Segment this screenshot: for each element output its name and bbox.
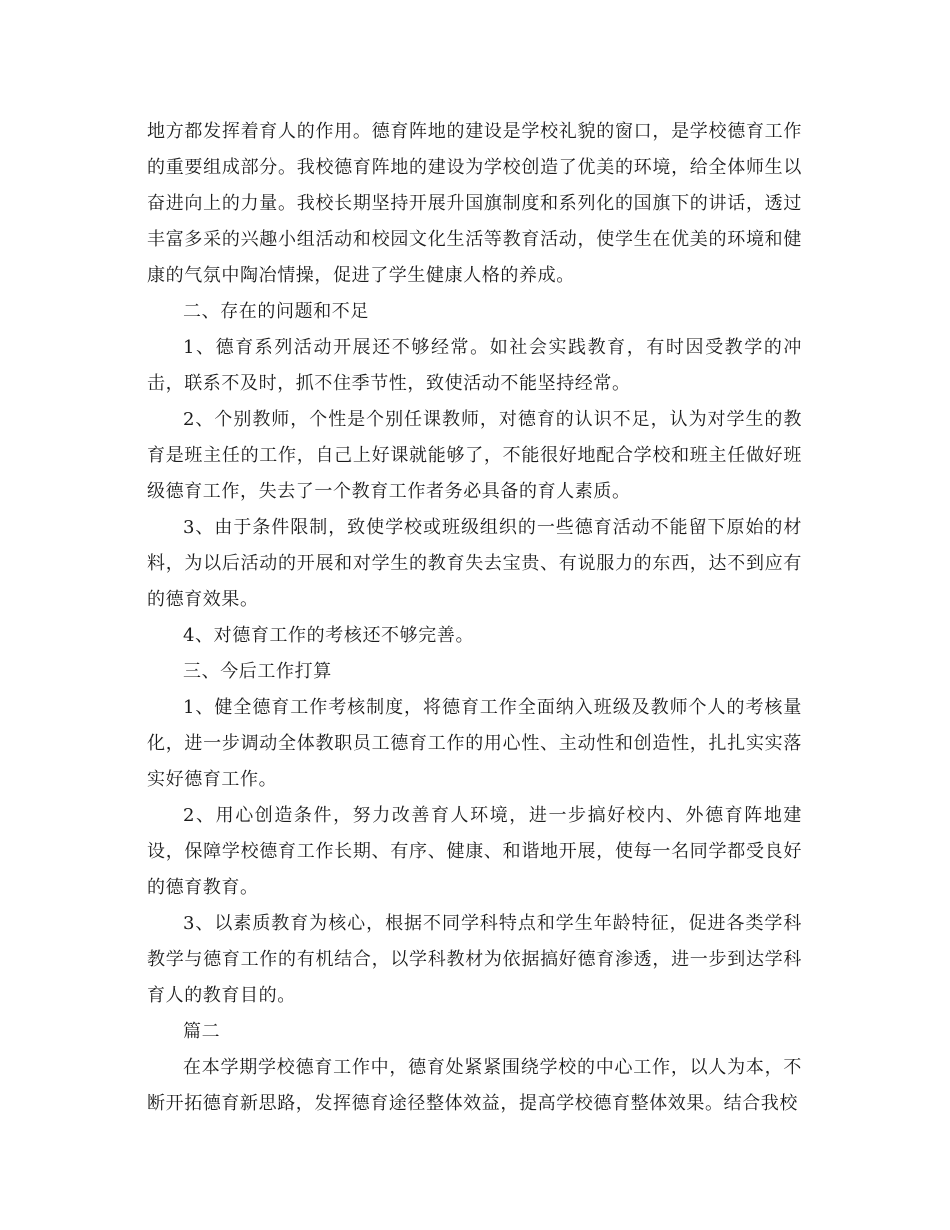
section-heading-problems: 二、存在的问题和不足 bbox=[183, 301, 369, 322]
problem-item-1: 1、德育系列活动开展还不够经常。如社会实践教育，有时因受教学的冲击，联系不及时，抓不住季节性，致使活动不能坚持经常。 bbox=[147, 337, 802, 394]
problem-item-4: 4、对德育工作的考核还不够完善。 bbox=[183, 625, 475, 646]
plan-item-2: 2、用心创造条件，努力改善育人环境，进一步搞好校内、外德育阵地建设，保障学校德育工作长期、有序、健康、和谐地开展，使每一名同学都受良好的德育教育。 bbox=[147, 805, 802, 898]
section-heading-part-two: 篇二 bbox=[183, 1021, 221, 1042]
section-heading-plans: 三、今后工作打算 bbox=[183, 661, 332, 682]
plan-item-3: 3、以素质教育为核心，根据不同学科特点和学生年龄特征，促进各类学科教学与德育工作的有机结合，以学科教材为依据搞好德育渗透，进一步到达学科育人的教育目的。 bbox=[147, 913, 802, 1006]
paragraph-part-two-intro: 在本学期学校德育工作中，德育处紧紧围绕学校的中心工作，以人为本，不断开拓德育新思路，发挥德育途径整体效益，提高学校德育整体效果。结合我校 bbox=[147, 1057, 802, 1114]
problem-item-3: 3、由于条件限制，致使学校或班级组织的一些德育活动不能留下原始的材料，为以后活动的开展和对学生的教育失去宝贵、有说服力的东西，达不到应有的德育效果。 bbox=[147, 517, 802, 610]
problem-item-2: 2、个别教师，个性是个别任课教师，对德育的认识不足，认为对学生的教育是班主任的工作，自己上好课就能够了，不能很好地配合学校和班主任做好班级德育工作，失去了一个教育工作者务必具备的育人素质。 bbox=[147, 409, 802, 502]
document-body bbox=[147, 114, 802, 1122]
paragraph-intro: 地方都发挥着育人的作用。德育阵地的建设是学校礼貌的窗口，是学校德育工作的重要组成部分。我校德育阵地的建设为学校创造了优美的环境，给全体师生以奋进向上的力量。我校长期坚持开展升国旗制度和系列化的国旗下的讲话，透过丰富多采的兴趣小组活动和校园文化生活等教育活动，使学生在优美的环境和健康的气氛中陶冶情操，促进了学生健康人格的养成。 bbox=[147, 121, 802, 286]
plan-item-1: 1、健全德育工作考核制度，将德育工作全面纳入班级及教师个人的考核量化，进一步调动全体教职员工德育工作的用心性、主动性和创造性，扎扎实实落实好德育工作。 bbox=[147, 697, 802, 790]
